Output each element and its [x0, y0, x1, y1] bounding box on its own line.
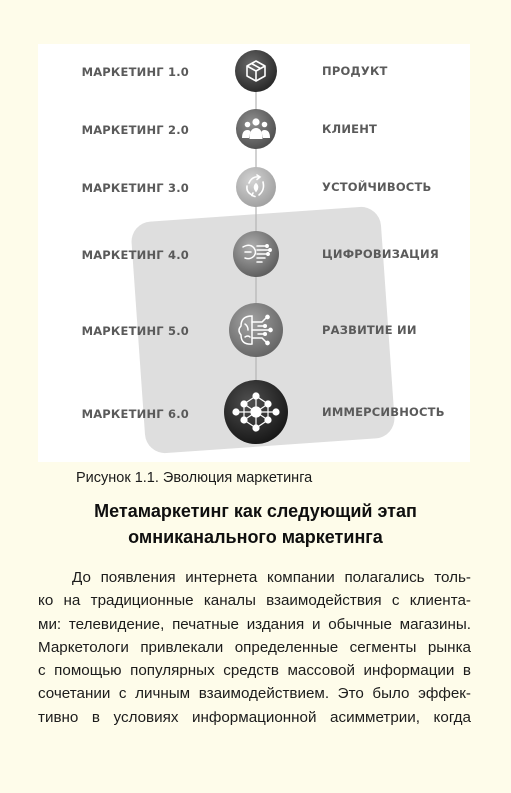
- stage-5-label: МАРКЕТИНГ 5.0: [81, 324, 189, 338]
- paragraph-line: ми: телевидение, печатные издания и обычные магазины.: [38, 615, 471, 633]
- stage-6-value: ИММЕРСИВНОСТЬ: [322, 405, 445, 419]
- stage-2: [82, 109, 378, 149]
- stage-3-value: УСТОЙЧИВОСТЬ: [322, 180, 432, 194]
- paragraph-line: сочетании с личным взаимодействием. Это было эффек-: [38, 685, 471, 703]
- stage-2-value: КЛИЕНТ: [322, 122, 378, 136]
- figure-caption: Рисунок 1.1. Эволюция маркетинга: [76, 470, 313, 486]
- marketing-evolution-figure: [38, 44, 470, 462]
- stage-2-label: МАРКЕТИНГ 2.0: [81, 123, 189, 137]
- section-heading-line-1: Метамаркетинг как следующий этап: [94, 501, 417, 521]
- body-paragraph: [38, 566, 471, 729]
- paragraph-line: тивно в условиях информационной асимметрии, когда: [38, 708, 471, 726]
- stage-1-value: ПРОДУКТ: [322, 64, 388, 78]
- section-heading-line-2: омниканального маркетинга: [128, 527, 383, 547]
- stage-3: [82, 167, 432, 207]
- stage-1-label: МАРКЕТИНГ 1.0: [81, 65, 189, 79]
- stage-1: [82, 50, 388, 92]
- figure-canvas: [38, 44, 470, 462]
- stage-5-value: РАЗВИТИЕ ИИ: [322, 323, 417, 337]
- stage-4-label: МАРКЕТИНГ 4.0: [81, 248, 189, 262]
- section-heading: [30, 498, 481, 550]
- paragraph-line: с помощью популярных средств массовой информации в: [38, 662, 471, 680]
- stage-3-label: МАРКЕТИНГ 3.0: [81, 181, 189, 195]
- stage-4-circle: [233, 231, 279, 277]
- paragraph-line: Маркетологи привлекали определенные сегменты рынка: [38, 638, 471, 656]
- paragraph-line: До появления интернета компании полагались толь-: [72, 569, 471, 586]
- stage-6-label: МАРКЕТИНГ 6.0: [81, 407, 189, 421]
- paragraph-line: ко на традиционные каналы взаимодействия с клиента-: [38, 592, 471, 610]
- stage-4-value: ЦИФРОВИЗАЦИЯ: [322, 247, 439, 261]
